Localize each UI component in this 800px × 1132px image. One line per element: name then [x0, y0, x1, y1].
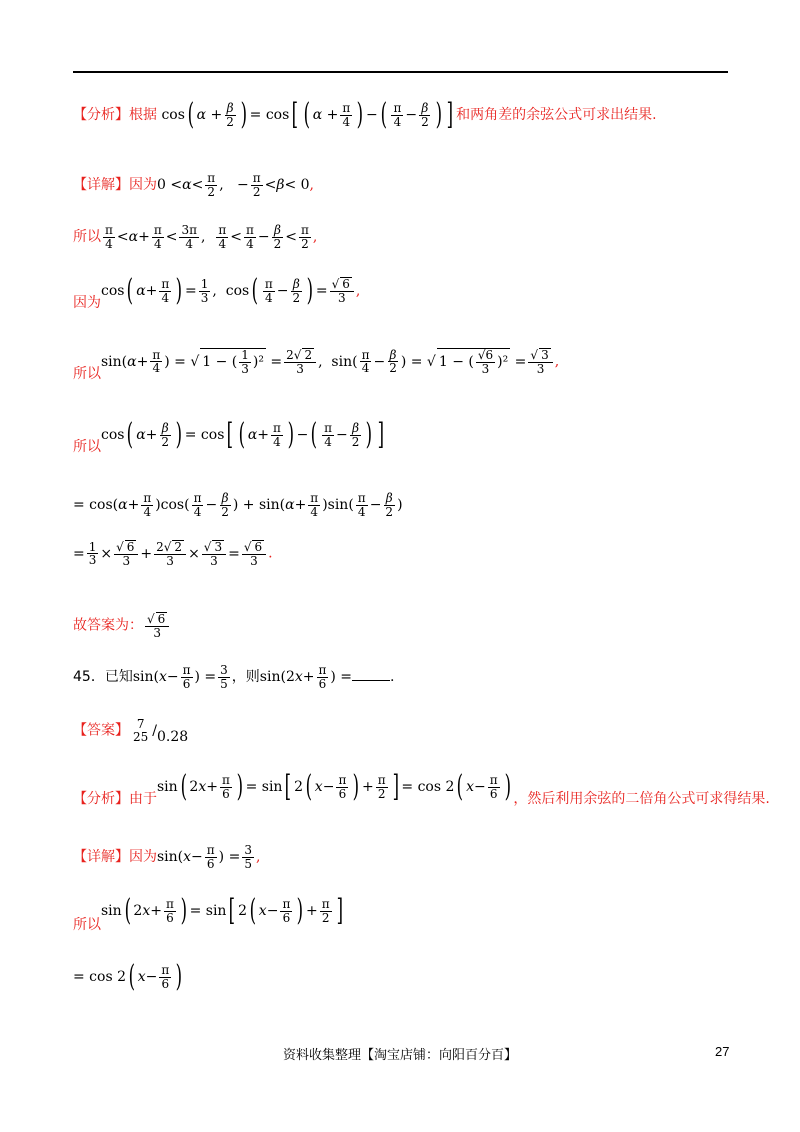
question-45	[73, 664, 395, 690]
analysis-line	[73, 97, 657, 132]
detail-line: 【详解】因为0 < α < $\frac{\pi}{2}$ , − $\frac{\pi}{2}$ < β < 0,	[73, 171, 314, 199]
analysis-text: 根据	[129, 107, 157, 123]
formula: cos ( α + $\frac{\beta}{2}$ ) = cos [ ( α + $\frac{\pi}{4}$ ) − ( $\frac{\pi}{4}$ − $\frac{\beta}{2}$ ) ]	[161, 97, 454, 132]
analysis-suffix: 和两角差的余弦公式可求出结果.	[456, 107, 657, 123]
formula: = cos( α + $\frac{\pi}{4}$ )cos( $\frac{\pi}{4}$ − $\frac{\beta}{2}$ ) + sin( α + $\frac{\pi}{4}$ )sin( $\frac{\pi}{4}$ − $\frac{\beta}{2}$ )	[73, 491, 403, 519]
step-prefix: 因为	[73, 295, 101, 311]
formula: = $\frac{1}{3}$ × $\frac{√ 6}{3}$ + $\frac{2√ 2}{3}$ × $\frac{√ 3}{3}$ = $\frac{√ 6}{3}$	[73, 540, 268, 567]
formula: 7 25 / 0.28	[133, 717, 189, 745]
answer-prefix: 故答案为：	[73, 617, 143, 634]
formula: 0 < α < $\frac{\pi}{2}$ , − $\frac{\pi}{2}$ < β < 0	[157, 171, 310, 199]
formula: sin(2 x + $\frac{\pi}{6}$ ) =	[259, 663, 353, 691]
analysis-45	[73, 769, 770, 807]
analysis-label: 【分析】	[73, 791, 129, 807]
step-line	[73, 893, 345, 933]
detail-label: 【详解】	[73, 849, 129, 866]
step-prefix: 所以	[73, 365, 101, 382]
formula: sin( α + $\frac{\pi}{4}$ ) = √ 1 − ( $\frac{1}{3}$ )² = $\frac{2√ 2}{3}$ , sin( $\frac{\pi}{4}$ − $\frac{\beta}{2}$ ) = √ 1 − ( $\frac{√6}{3}$ )² = $\frac{√ 3}{3}$	[101, 348, 555, 375]
detail-45: 【详解】因为sin( x − $\frac{\pi}{6}$ ) = $\frac{3}{5}$ ,	[73, 843, 261, 871]
answer-blank	[352, 668, 390, 681]
step-line	[73, 959, 185, 994]
formula: sin ( 2 x + $\frac{\pi}{6}$ ) = sin [ 2 ( x − $\frac{\pi}{6}$ ) + $\frac{\pi}{2}$ ]	[101, 893, 343, 928]
formula: $\frac{\pi}{4}$ < α + $\frac{\pi}{4}$ < $\frac{3\pi}{4}$ , $\frac{\pi}{4}$ < $\frac{\pi}{4}$ − $\frac{\beta}{2}$ < $\frac{\pi}{2}$	[105, 223, 309, 251]
detail-label: 【详解】	[73, 177, 129, 194]
formula: = cos 2 ( x − $\frac{\pi}{6}$ )	[73, 959, 183, 994]
formula: $\frac{√ 6}{3}$	[143, 612, 171, 639]
question-number: 45．已知	[73, 669, 133, 686]
formula: sin ( 2 x + $\frac{\pi}{6}$ ) = sin [ 2 ( x − $\frac{\pi}{6}$ ) + $\frac{\pi}{2}$ ] = cos 2 ( x − $\frac{\pi}{6}$ )	[157, 769, 511, 804]
step-line: = $\frac{1}{3}$ × $\frac{√ 6}{3}$ + $\frac{2√ 2}{3}$ × $\frac{√ 3}{3}$ = $\frac{√ 6}{3}$ .	[73, 539, 273, 568]
answer-45	[73, 718, 188, 743]
step-prefix: 所以	[73, 229, 101, 246]
analysis-suffix: ，然后利用余弦的二倍角公式可求得结果.	[513, 791, 770, 807]
step-prefix: 所以	[73, 917, 101, 933]
analysis-label: 【分析】	[73, 107, 129, 123]
step-line: 因为cos ( α + $\frac{\pi}{4}$ ) = $\frac{1}{3}$ , cos ( $\frac{\pi}{4}$ − $\frac{\beta}{2}$ ) = $\frac{√ 6}{3}$ ,	[73, 273, 361, 311]
detail-text: 因为	[129, 849, 157, 866]
step-line	[73, 492, 403, 518]
step-line: 所以sin( α + $\frac{\pi}{4}$ ) = √ 1 − ( $\frac{1}{3}$ )² = $\frac{2√ 2}{3}$ , sin( $\frac{\pi}{4}$ − $\frac{\beta}{2}$ ) = √ 1 − ( $\frac{√6}{3}$ )² = $\frac{√ 3}{3}$ ,	[73, 347, 560, 382]
answer-line	[73, 612, 171, 639]
page-number: 27	[715, 1044, 730, 1059]
detail-text: 因为	[129, 177, 157, 194]
header-rule	[73, 71, 728, 73]
footer-text: 资料收集整理【淘宝店铺：向阳百分百】	[282, 1048, 517, 1063]
question-then: ，则	[231, 669, 260, 686]
step-line	[73, 417, 387, 455]
formula: sin( x − $\frac{\pi}{6}$ ) = $\frac{3}{5}$	[157, 843, 252, 871]
formula: sin( x − $\frac{\pi}{6}$ ) = $\frac{3}{5}$	[132, 663, 228, 691]
step-line: 所以 $\frac{\pi}{4}$ < α + $\frac{\pi}{4}$ < $\frac{3\pi}{4}$ , $\frac{\pi}{4}$ < $\frac{\pi}{4}$ − $\frac{\beta}{2}$ < $\frac{\pi}{2}$ ,	[73, 223, 318, 251]
formula: cos ( α + $\frac{\pi}{4}$ ) = $\frac{1}{3}$ , cos ( $\frac{\pi}{4}$ − $\frac{\beta}{2}$ ) = $\frac{√ 6}{3}$	[101, 276, 356, 306]
analysis-text: 由于	[129, 791, 157, 807]
answer-decimal: 0.28	[157, 728, 189, 745]
formula: cos ( α + $\frac{\beta}{2}$ ) = cos [ ( α + $\frac{\pi}{4}$ ) − ( $\frac{\pi}{4}$ − $\frac{\beta}{2}$ ) ]	[101, 417, 385, 452]
step-prefix: 所以	[73, 439, 101, 455]
answer-label: 【答案】	[73, 722, 129, 739]
question-end: .	[390, 669, 395, 686]
